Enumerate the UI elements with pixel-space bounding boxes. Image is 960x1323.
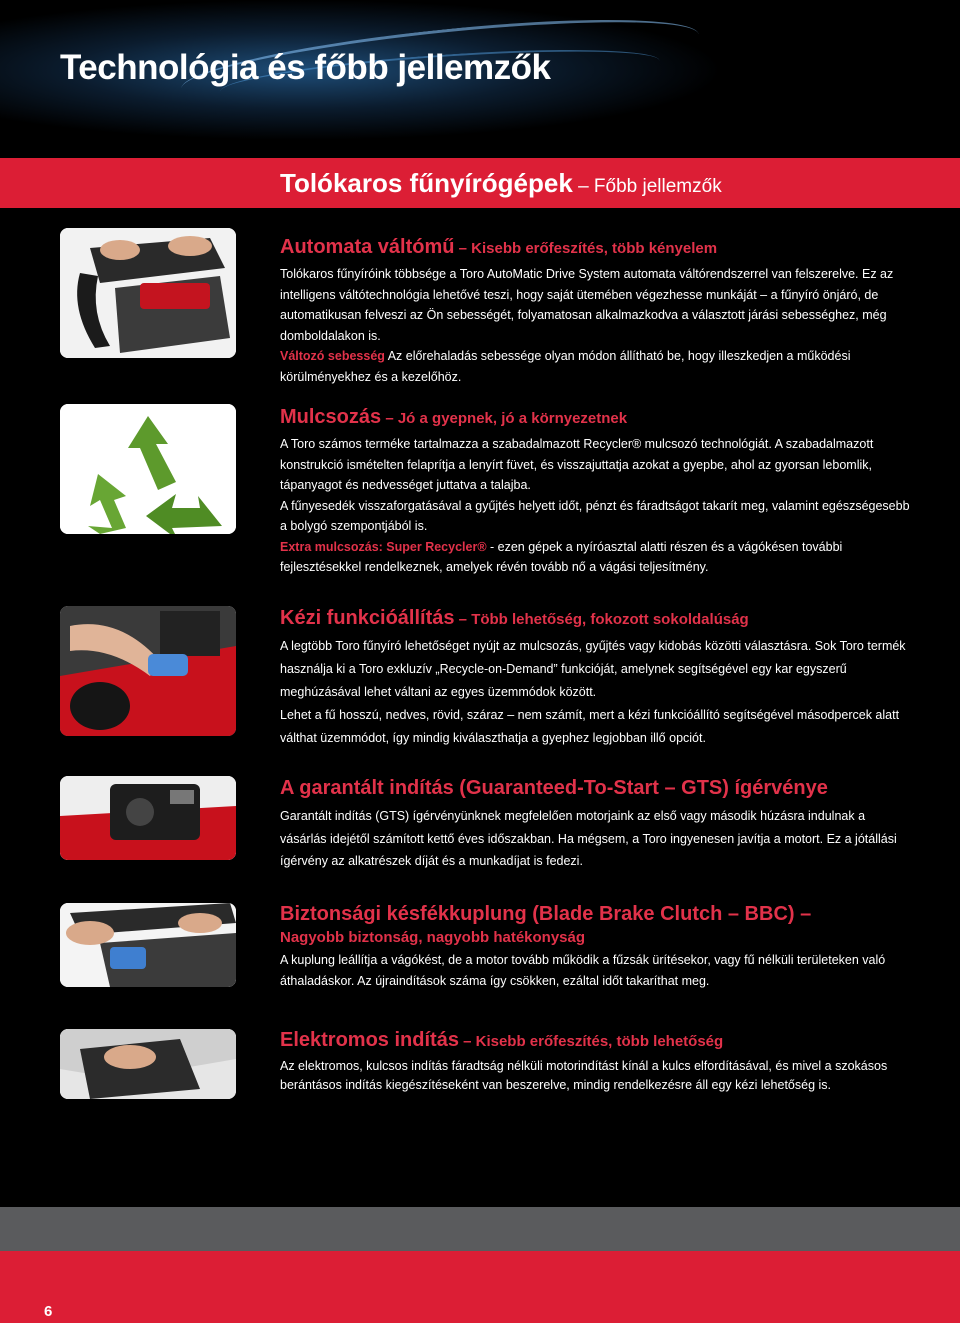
section-automatic-drive: Automata váltómű – Kisebb erőfeszítés, több kényelem Tolókaros fűnyíróink többsége a Toro AutoMatic Drive System automata váltórendszerrel van felszerelve. Ez az intelligens váltótechnológia lehetővé teszi, hogy saját ütemében végezhesse munkáját – a fűnyíró önjáró, de automatikusan felveszi az Ön sebességét, folyamatosan alkalmazkodva a választott járási sebességhez, még domboldalakon is. Változó sebesség Az előrehaladás sebessége olyan módon állítható be, hogy illeszkedjen a működési körülményekhez és a kezelőhöz. (280, 232, 910, 387)
band-title-sub: Főbb jellemzők (593, 176, 722, 197)
section-blade-brake (280, 899, 910, 991)
section-subtitle: Több lehetőség, fokozott sokoldalúság (471, 611, 749, 628)
section-text: Tolókaros fűnyíróink többsége a Toro AutoMatic Drive System automata váltórendszerrel van felszerelve. Ez az intelligens váltótechnológia lehetővé teszi, hogy saját ütemében végezhesse munkáját – a fűnyíró önjáró, de automatikusan felveszi az Ön sebességét, folyamatosan alkalmazkodva a választott járási sebességhez, még domboldalakon is. (280, 267, 894, 343)
section-title: Elektromos indítás (280, 1029, 459, 1051)
section-subtitle: Kisebb erőfeszítés, több lehetőség (475, 1033, 724, 1050)
section-subtitle: Kisebb erőfeszítés, több kényelem (471, 240, 718, 257)
section-text: - ezen gépek a nyíróasztal alatti részen és a vágókésen további fejlesztésekkel rendelkeznek, amelyek révén tovább nő a vágási teljesítmény. (280, 539, 843, 574)
engine-image (60, 776, 236, 860)
section-subtitle: Jó a gyepnek, jó a környezetnek (397, 410, 628, 427)
section-title: Kézi funkcióállítás (280, 607, 455, 629)
section-text: Az előrehaladás sebessége olyan módon állítható be, hogy illeszkedjen a működési körülményekhez és a kezelőhöz. (280, 349, 851, 384)
section-mulching: Mulcsozás – Jó a gyepnek, jó a környezetnek A Toro számos terméke tartalmazza a szabadalmazott Recycler® mulcsozó technológiát. A szabadalmazott konstrukció ismételten felaprítja a lenyírt füvet, és visszajuttatja azokat a gyepbe, ahol az gyorsan lebomlik, tápanyagot és nedvességet juttatva a talajba. A fűnyesedék visszaforgatásával a gyűjtés helyett időt, pénzt és fáradtságot takarít meg, valamint egészségesebb a bolygó szempontjából is. Extra mulcsozás: Super Recycler® - ezen gépek a nyíróasztal alatti részen és a vágókésen további fejlesztésekkel rendelkeznek, amelyek révén tovább nő a vágási teljesítmény. (280, 406, 910, 574)
highlight-label: Változó sebesség (280, 349, 385, 363)
section-band (0, 158, 960, 208)
blade-brake-image (60, 903, 236, 987)
page-title: Technológia és főbb jellemzők (60, 48, 551, 87)
page-header (0, 0, 960, 158)
section-title: A garantált indítás (Guaranteed-To-Start – GTS) ígérvénye (280, 777, 828, 799)
section-subtitle: Nagyobb biztonság, nagyobb hatékonyság (280, 929, 586, 946)
section-text: A Toro számos terméke tartalmazza a szabadalmazott Recycler® mulcsozó technológiát. A szabadalmazott konstrukció ismételten felaprítja a lenyírt füvet, és visszajuttatja azokat a gyepbe, ahol az gyorsan lebomlik, tápanyagot és nedvességet juttatva a talajba. (280, 437, 874, 492)
highlight-label: Extra mulcsozás: Super Recycler® (280, 539, 487, 554)
section-electric-start: Elektromos indítás – Kisebb erőfeszítés, több lehetőség Az elektromos, kulcsos indítás fáradtság nélküli motorindítást kínál a kulcs elfordításával, és mivel a szokásos berántásos indítás kiegészítéseként van beszerelve, mindig rendelkezésre áll egy kézi lehetőség is. (280, 1025, 910, 1095)
footer-grey-band (0, 1207, 960, 1251)
section-text: Az elektromos, kulcsos indítás fáradtság nélküli motorindítást kínál a kulcs elfordításával, és mivel a szokásos berántásos indítás kiegészítéseként van beszerelve, mindig rendelkezésre áll egy kézi lehetőség is. (280, 1059, 888, 1092)
section-guaranteed-start (280, 773, 910, 873)
mower-handle-image (60, 228, 236, 358)
footer-red-band (0, 1251, 960, 1323)
section-text: Lehet a fű hosszú, nedves, rövid, száraz – nem számít, mert a kézi funkcióállító segítségével másodpercek alatt válthat üzemmódot, így mindig kiválaszthatja a gyephez legjobban illő opciót. (280, 708, 900, 745)
page-number: 6 (44, 1303, 53, 1320)
section-text: A fűnyesedék visszaforgatásával a gyűjtés helyett időt, pénzt és fáradtságot takarít meg, valamint egészségesebb a bolygó szempontjából is. (280, 498, 910, 533)
mode-lever-image (60, 606, 236, 736)
section-title: Biztonsági késfékkuplung (Blade Brake Clutch – BBC) – (280, 903, 812, 925)
band-title-main: Tolókaros fűnyírógépek (280, 168, 573, 198)
section-manual-function: Kézi funkcióállítás – Több lehetőség, fokozott sokoldalúság A legtöbb Toro fűnyíró lehetőséget nyújt az mulcsozás, gyűjtés vagy kidobás közötti választásra. Sok Toro termék használja ki a Toro exkluzív „Recycle-on-Demand” funkcióját, amelynek segítségével egy kar egyszerű meghúzásával lehet váltani az egyes üzemmódok között. Lehet a fű hosszú, nedves, rövid, száraz – nem számít, mert a kézi funkcióállító segítségével másodpercek alatt válthat üzemmódot, így mindig kiválaszthatja a gyephez legjobban illő opciót. (280, 603, 910, 750)
section-title: Mulcsozás (280, 406, 382, 428)
section-title: Automata váltómű (280, 236, 455, 258)
electric-start-image (60, 1029, 236, 1099)
section-text: Garantált indítás (GTS) ígérvényünknek megfelelően motorjaink az első vagy második húzásra indulnak a vásárlás idejétől számított kettő éves időszakban. Ha mégsem, a Toro ingyenesen javítja a motort. Ez a jótállási ígérvény az alkatrészek díját és a munkadíjat is fedezi. (280, 809, 897, 868)
band-title: Tolókaros fűnyírógépek – Főbb jellemzők (280, 168, 722, 198)
section-text: A legtöbb Toro fűnyíró lehetőséget nyújt az mulcsozás, gyűjtés vagy kidobás közötti választásra. Sok Toro termék használja ki a Toro exkluzív „Recycle-on-Demand” funkcióját, amelynek segítségével egy kar egyszerű meghúzásával lehet váltani az egyes üzemmódok között. (280, 639, 906, 699)
section-text: A kuplung leállítja a vágókést, de a motor tovább működik a fűzsák ürítésekor, vagy fű nélküli területeken való áthaladáskor. Az újraindítások száma így csökken, ezáltal időt takaríthat meg. (280, 953, 886, 988)
recycle-grass-image (60, 404, 236, 534)
